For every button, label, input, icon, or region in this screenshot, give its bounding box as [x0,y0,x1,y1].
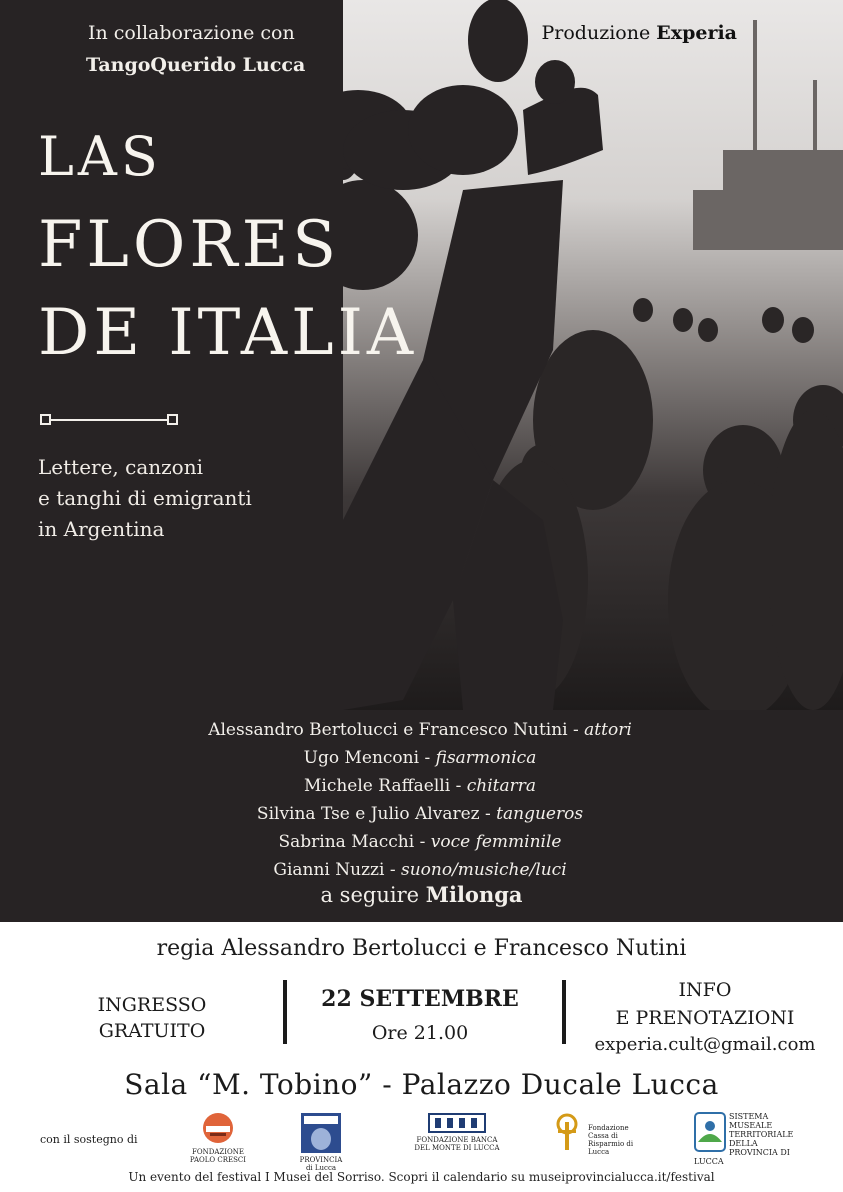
column-divider [283,980,287,1044]
venue: Sala “M. Tobino” - Palazzo Ducale Lucca [124,1068,719,1101]
sistema-museale-logo [694,1112,806,1166]
credit-role: attori [584,720,632,740]
production-credit [542,22,738,44]
credit-role: chitarra [466,776,536,796]
credit-name: Ugo Menconi - [303,748,431,768]
ship-illustration [693,20,843,250]
photo-illustration [343,0,843,710]
credit-name: Sabrina Macchi - [278,832,426,852]
provincia-lucca-icon [300,1112,342,1154]
fondazione-cresci-icon [198,1112,238,1146]
collaborator-name: TangoQuerido Lucca [86,54,306,76]
credit-line [150,772,690,800]
after-event-name: Milonga [425,882,523,907]
credit-name: Silvina Tse e Julio Alvarez - [256,804,491,824]
sistema-museale-icon [694,1112,726,1152]
after-prefix: a seguire [320,883,420,907]
sponsor-text: FONDAZIONE PAOLO CRESCI [189,1148,247,1164]
cassa-risparmio-icon [550,1112,584,1152]
ornamental-divider [40,414,178,426]
sponsors-label: con il sostegno di [40,1133,138,1146]
free-entry-line-2: GRATUITO [98,1020,206,1042]
subtitle-line-2: e tanghi di emigranti [38,486,252,510]
production-name: Experia [656,22,737,44]
sponsor-text: PROVINCIA di Lucca [299,1156,343,1172]
director-credit: regia Alessandro Bertolucci e Francesco Nutini [156,936,687,961]
event-date: 22 SETTEMBRE [321,986,519,1012]
fondazione-cresci-logo [188,1112,248,1164]
info-line-1: INFO [678,979,732,1001]
credit-name: Michele Raffaelli - [303,776,462,796]
credit-line [150,716,690,744]
credit-name: Alessandro Bertolucci e Francesco Nutini - [208,720,579,740]
sponsor-text: SISTEMA MUSEALE TERRITORIALE DELLA PROVINCIA DI LUCCA [694,1112,794,1166]
free-entry-label [62,992,242,1044]
event-time: Ore 21.00 [371,1022,469,1044]
provincia-lucca-logo [296,1112,346,1172]
cast-credits [150,716,690,884]
info-line-2: E PRENOTAZIONI [615,1007,795,1029]
sponsor-text: FONDAZIONE BANCA DEL MONTE DI LUCCA [414,1136,500,1152]
cassa-risparmio-logo [550,1112,645,1156]
credit-line [150,856,690,884]
production-prefix: Produzione [541,22,651,44]
historical-photo-with-dancers-silhouette [343,0,843,710]
credit-role: fisarmonica [435,748,537,768]
title-line-1: LAS [38,125,162,188]
banca-monte-icon [427,1112,487,1134]
credit-role: tangueros [496,804,584,824]
title-line-3: DE ITALIA [38,296,418,370]
credit-line [150,744,690,772]
collaboration-label: In collaborazione con [88,22,295,44]
banca-monte-logo [412,1112,502,1152]
credit-line [150,800,690,828]
subtitle [38,452,298,545]
column-divider [562,980,566,1044]
free-entry-line-1: INGRESSO [97,994,207,1016]
credit-role: voce femminile [430,832,562,852]
contact-email[interactable]: experia.cult@gmail.com [594,1034,816,1055]
poster-details-section [0,922,843,1192]
subtitle-line-1: Lettere, canzoni [38,455,203,479]
credit-name: Gianni Nuzzi - [273,860,396,880]
festival-footer: Un evento del festival I Musei del Sorriso. Scopri il calendario su museiprovincialucca.it/festival [128,1170,715,1184]
sponsor-text: Fondazione Cassa di Risparmio di Lucca [588,1124,634,1156]
title-line-2: FLORES [38,208,341,282]
info-label [590,976,820,1032]
credit-role: suono/musiche/luci [400,860,567,880]
subtitle-line-3: in Argentina [38,517,165,541]
credit-line [150,828,690,856]
after-event-line [0,882,843,907]
